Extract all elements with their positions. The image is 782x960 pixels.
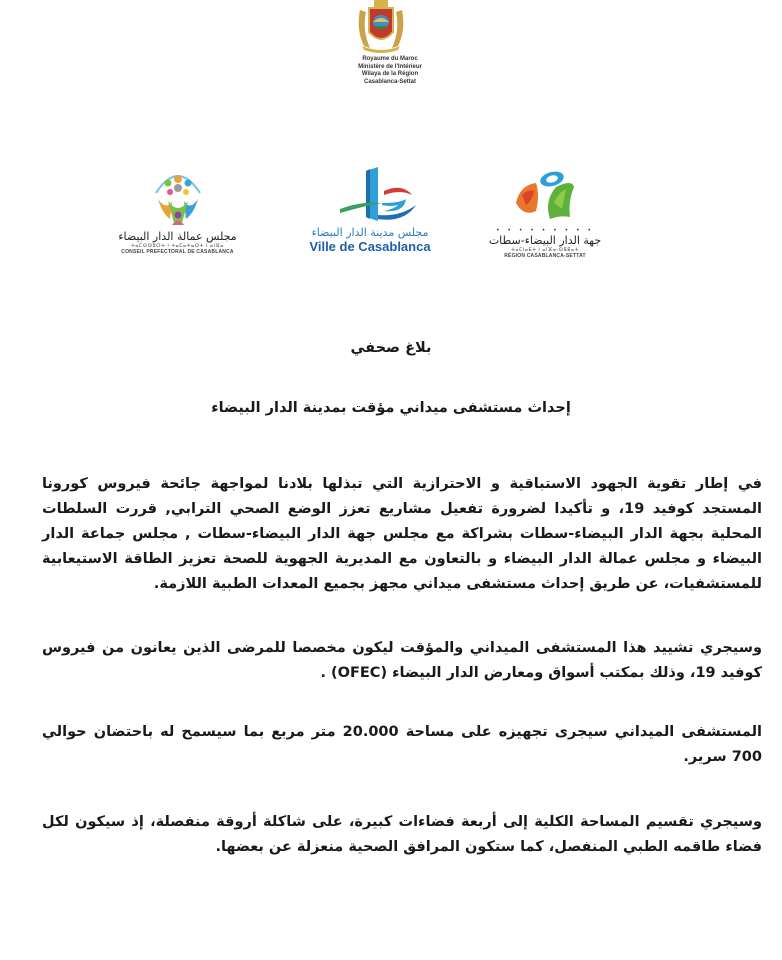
ville-arabic-name: مجلس مدينة الدار البيضاء — [311, 226, 429, 239]
paragraph: وسيجري تشييد هذا المستشفى الميداني والمؤقت ليكون مخصصا للمرضى الذين يعانون من فيروس كوفيد 19، وذلك بمكتب أسواق ومعارض الدار البيضاء (OFEC) . — [42, 640, 762, 681]
region-arabic-name: جهة الدار البيضاء-سطات — [488, 234, 602, 247]
logo-ville-de-casablanca — [295, 165, 445, 265]
caption-line: Wilaya de la Région — [361, 71, 419, 77]
people-circle-logo-icon — [115, 165, 240, 231]
logo-region-casablanca-settat — [485, 165, 605, 265]
paragraph: وسيجري تقسيم المساحة الكلية إلى أربعة فضاءات كبيرة، على شاكلة أروقة منفصلة، إذ سيكون لكل فضاء طاقمه الطبي المنفصل، كما ستكون المرافق الصحية منعزلة عن بعضها. — [42, 814, 762, 855]
ville-casablanca-logo-icon — [295, 165, 445, 227]
prefecture-french-name: CONSEIL PREFECTORAL DE CASABLANCA — [121, 249, 234, 255]
morocco-coat-of-arms-icon — [352, 0, 410, 54]
caption-line: Royaume du Maroc — [362, 56, 418, 62]
region-french-name: RÉGION CASABLANCA-SETTAT — [504, 253, 586, 259]
prefecture-arabic-name: مجلس عمالة الدار البيضاء — [118, 230, 237, 243]
document-subtitle: إحداث مستشفى ميداني مؤقت بمدينة الدار البيضاء — [211, 400, 571, 416]
caption-line: Casablanca-Settat — [363, 78, 417, 85]
coat-of-arms-caption — [330, 56, 450, 86]
paragraph: المستشفى الميداني سيجرى تجهيزه على مساحة 20.000 متر مربع بما سيسمح له باحتضان حوالي 700 سرير. — [42, 724, 763, 765]
region-dots: • • • • • • • • • — [495, 227, 595, 234]
region-tifinagh-name: ⵜⴰⵎⵏⴰⴹⵜ ⵏ ⴰⵏⴼⴰ-ⵙⵟⵟⴰⵜ — [511, 247, 579, 253]
caption-line: Ministère de l'Intérieur — [358, 63, 422, 70]
document-title: بلاغ صحفي — [350, 340, 432, 356]
logo-conseil-prefectoral — [115, 165, 240, 265]
prefecture-tifinagh-name: ⵜⴰⵎⵙⵙⵓⵔⵜ ⵏ ⵜⴰⵎⴰⵜⴰⵔⵜ ⵏ ⴰⵏⴼⴰ — [130, 243, 225, 249]
region-casablanca-settat-logo-icon — [485, 165, 605, 227]
paragraph: في إطار تقوية الجهود الاستباقية و الاحترازية التي تبذلها بلادنا لمواجهة جائحة فيروس كورونا المستجد كوفيد 19، و تأكيدا لضرورة تفعيل مشاريع تعزز الوضع الصحي الترابي, قررت السلطات المحلية بجهة الدار البيضاء-سطات بشراكة مع مجلس جهة الدار البيضاء-سطات , مجلس جماعة الدار البيضاء و مجلس عمالة الدار البيضاء و بالتعاون مع المديرية الجهوية للصحة تعزيز الطاقة الاستيعابية للمستشفيات، عن طريق إحداث مستشفى ميداني مجهز بجميع المعدات الطبية اللازمة. — [42, 476, 762, 592]
ville-french-name: Ville de Casablanca — [309, 239, 431, 254]
